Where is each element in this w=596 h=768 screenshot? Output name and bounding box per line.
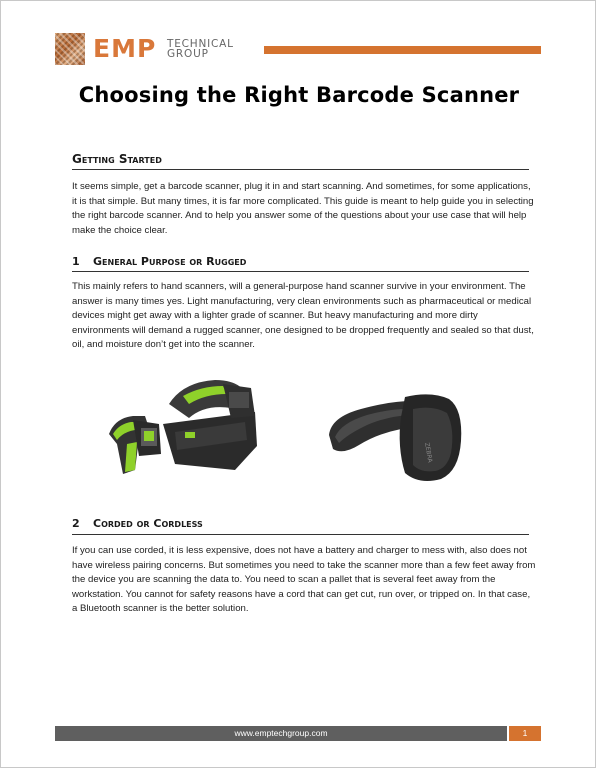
section-body-getting-started: It seems simple, get a barcode scanner, plug it in and start scanning. And sometimes, for some applications, it is that simple. But many times, it is far more complicated. This guide is meant to help guide you in selecting the right barcode scanner. And to help you answer some of the questions about your use case that will help make the choice clear. — [72, 181, 534, 236]
logo-subtitle-line1: TECHNICAL — [167, 38, 234, 50]
page-number: 1 — [509, 726, 541, 741]
general-purpose-scanner-icon — [321, 387, 466, 487]
svg-text:ZEBRA: ZEBRA — [423, 442, 434, 464]
section-title-2: Corded or Cordless — [93, 517, 203, 530]
section-heading-getting-started: Getting Started — [72, 152, 162, 166]
section-title-1: General Purpose or Rugged — [93, 255, 247, 268]
page-title: Choosing the Right Barcode Scanner — [78, 83, 520, 107]
section-heading-1 — [72, 255, 246, 268]
logo-subtitle-line2: GROUP — [167, 48, 209, 60]
section-number-1: 1 — [72, 255, 80, 268]
section-heading-2 — [72, 517, 203, 530]
section-divider — [72, 271, 529, 272]
logo-subtitle — [167, 39, 234, 59]
header-accent-bar — [264, 46, 541, 54]
section-number-2: 2 — [72, 517, 80, 530]
logo-text: EMP — [93, 34, 157, 63]
rugged-scanner-icon — [105, 374, 265, 479]
section-divider — [72, 534, 529, 535]
footer-url: www.emptechgroup.com — [55, 726, 507, 741]
section-body-2: If you can use corded, it is less expensive, does not have a battery and charger to mess with, also does not have wireless pairing concerns. But sometimes you need to take the scanner more than a few feet away from the device you are scanning the data to. You need to scan a pallet that is several feet away from the workstation. You cannot for safety reasons have a cord that can get cut, run over, or tripped on. In that case, a Bluetooth scanner is the better solution. — [72, 545, 536, 615]
section-divider — [72, 169, 529, 170]
logo-mosaic-icon — [55, 33, 85, 65]
section-body-1: This mainly refers to hand scanners, will a general-purpose hand scanner survive in your environment. The answer is many times yes. Light manufacturing, very clean environments such as pharmaceutical or medical devices might get away with a lighter grade of scanner. But heavy manufacturing and more dirty environments will demand a rugged scanner, one designed to be dropped frequently and sealed so that dust, oil, and moisture don’t get into the scanner. — [72, 281, 534, 351]
